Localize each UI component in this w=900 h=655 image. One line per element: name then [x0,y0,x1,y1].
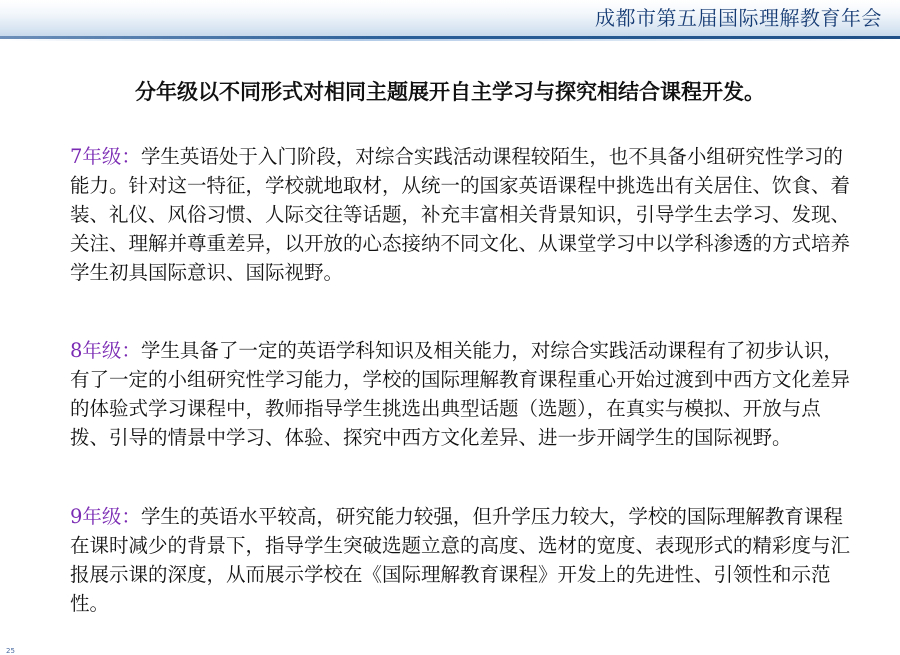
grade-8-section [70,336,855,452]
grade-9-label: 9年级： [70,505,141,528]
slide-heading: 分年级以不同形式对相同主题展开自主学习与探究相结合课程开发。 [135,80,765,104]
page-number: 25 [6,647,15,655]
grade-8-text: 学生具备了一定的英语学科知识及相关能力，对综合实践活动课程有了初步认识，有了一定的小组研究性学习能力，学校的国际理解教育课程重心开始过渡到中西方文化差异的体验式学习课程中，教师指导学生挑选出典型话题（选题），在真实与模拟、开放与点拨、引导的情景中学习、体验、探究中西方文化差异、进一步开阔学生的国际视野。 [70,339,851,449]
grade-7-label: 7年级： [70,145,141,168]
grade-7-section [70,142,855,287]
grade-8-label: 8年级： [70,339,141,362]
grade-9-section [70,502,855,618]
banner-highlight [0,39,900,41]
grade-9-text: 学生的英语水平较高，研究能力较强，但升学压力较大，学校的国际理解教育课程在课时减少的背景下，指导学生突破选题立意的高度、选材的宽度、表现形式的精彩度与汇报展示课的深度，从而展示学校在《国际理解教育课程》开发上的先进性、引领性和示范性。 [70,505,851,615]
grade-7-text: 学生英语处于入门阶段，对综合实践活动课程较陌生，也不具备小组研究性学习的能力。针对这一特征，学校就地取材，从统一的国家英语课程中挑选出有关居住、饮食、着装、礼仪、风俗习惯、人际交往等话题，补充丰富相关背景知识，引导学生去学习、发现、关注、理解并尊重差异，以开放的心态接纳不同文化、从课堂学习中以学科渗透的方式培养学生初具国际意识、国际视野。 [70,145,851,284]
event-title: 成都市第五届国际理解教育年会 [595,6,882,30]
